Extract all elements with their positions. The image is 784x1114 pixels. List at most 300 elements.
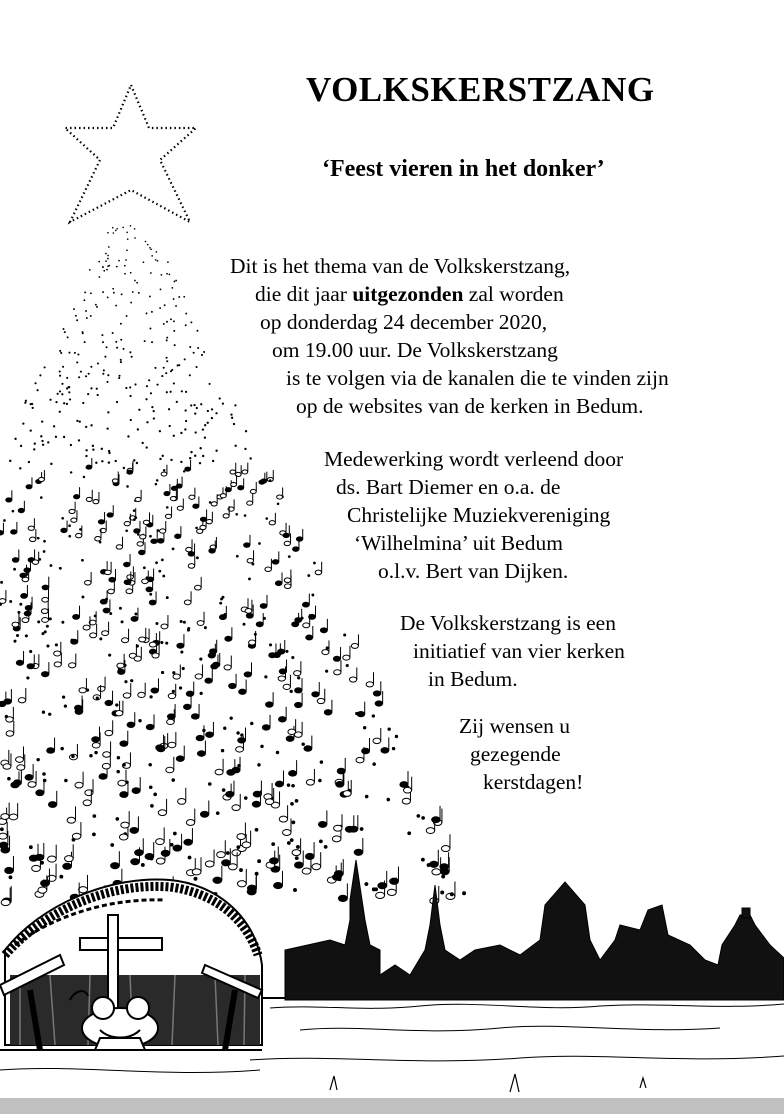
music-note-icon [244,662,251,677]
note-dot [156,384,158,386]
music-note-icon [206,722,214,737]
note-dot [41,421,43,423]
town-skyline-illustration [285,860,784,1000]
text-line: Medewerking wordt verleend door [324,447,624,471]
note-dot [42,444,44,446]
note-dot [172,690,175,693]
music-note-icon [11,522,17,534]
music-note-icon [250,482,256,494]
note-dot [165,642,168,645]
music-note-icon [72,822,80,839]
music-note-icon [351,634,358,648]
note-dot [90,387,92,389]
note-dot [59,350,61,352]
note-dot [95,304,97,306]
music-note-icon [266,692,274,707]
note-dot [196,504,199,507]
note-dot [81,596,84,599]
music-note-icon [6,490,12,502]
star-icon [65,85,196,222]
note-dot [184,358,186,360]
note-dot [155,259,157,261]
note-dot [124,680,127,683]
note-dot [450,892,454,896]
note-dot [166,357,168,359]
music-note-icon [211,494,217,506]
note-dot [190,404,192,406]
note-dot [173,382,175,384]
note-dot [271,842,275,846]
note-dot [196,330,198,332]
note-dot [61,393,63,395]
note-dot [62,695,65,698]
music-note-icon [48,791,56,808]
note-dot [180,432,182,434]
note-dot [118,375,120,377]
note-dot [0,581,3,584]
note-dot [32,407,34,409]
note-dot [222,788,226,792]
music-note-icon [284,569,291,582]
note-dot [160,288,162,290]
note-dot [129,351,131,353]
music-note-icon [430,850,439,868]
note-dot [134,612,137,615]
music-note-icon [158,799,166,816]
note-dot [76,420,78,422]
note-dot [313,562,316,565]
note-dot [136,462,138,464]
note-dot [183,296,185,298]
note-dot [7,777,11,781]
note-dot [179,686,182,689]
music-note-icon [0,523,3,535]
note-dot [47,441,49,443]
note-dot [64,704,67,707]
note-dot [88,373,90,375]
note-dot [36,758,39,761]
note-dot [107,265,109,267]
note-dot [194,877,198,881]
music-note-icon [338,883,347,901]
note-dot [116,266,118,268]
note-dot [235,513,238,516]
note-dot [108,461,110,463]
music-note-icon [71,630,78,644]
note-dot [168,273,170,275]
note-dot [115,341,117,343]
note-dot [170,318,172,320]
note-dot [59,390,61,392]
note-dot [155,622,158,625]
note-dot [29,650,32,653]
note-dot [70,444,72,446]
note-dot [132,291,134,293]
note-dot [145,312,147,314]
note-dot [158,570,161,573]
music-note-icon [103,742,111,758]
note-dot [177,364,179,366]
music-note-icon [151,531,157,543]
music-note-icon [9,803,17,820]
note-dot [196,556,199,559]
note-dot [265,517,268,520]
note-dot [182,667,185,670]
subtitle: ‘Feest vieren in het donker’ [322,156,605,182]
note-dot [159,307,161,309]
music-note-icon [279,707,287,722]
note-dot [144,340,146,342]
music-note-icon [334,660,341,674]
note-dot [392,747,395,750]
note-dot [77,353,79,355]
note-dot [97,363,99,365]
note-dot [63,436,65,438]
note-dot [209,383,211,385]
note-dot [277,502,280,505]
note-dot [9,875,13,879]
music-note-icon [139,628,146,642]
note-dot [13,568,16,571]
music-note-icon [357,702,365,717]
note-dot [141,442,143,444]
music-note-icon [175,526,181,538]
music-note-icon [122,629,129,643]
note-dot [102,341,104,343]
note-dot [326,646,329,649]
text-line: initiatief van vier kerken [413,639,625,663]
note-dot [68,391,70,393]
note-dot [127,435,129,437]
note-dot [79,420,81,422]
note-dot [440,890,444,894]
music-note-icon [296,529,302,541]
note-dot [293,888,297,892]
music-note-icon [206,512,212,524]
music-note-icon [186,809,194,826]
note-dot [153,410,155,412]
music-note-icon [86,490,92,502]
note-dot [180,620,183,623]
note-dot [136,282,138,284]
note-dot [211,408,213,410]
music-note-icon [213,866,222,884]
note-dot [159,430,161,432]
note-dot [255,828,259,832]
note-dot [250,722,253,725]
note-dot [124,273,126,275]
note-dot [96,306,98,308]
music-note-icon [245,600,252,614]
note-dot [195,527,198,530]
note-dot [55,436,57,438]
music-note-icon [21,585,28,598]
note-dot [0,827,4,831]
music-note-icon [349,668,356,683]
music-note-icon [165,507,171,519]
note-dot [37,537,40,540]
note-dot [125,259,127,261]
note-dot [85,310,87,312]
note-dot [199,447,201,449]
note-dot [59,567,62,570]
note-dot [90,315,92,317]
note-dot [304,602,307,605]
note-dot [129,395,131,397]
music-note-icon [304,736,312,752]
note-dot [156,479,159,482]
note-dot [207,410,209,412]
note-dot [150,248,152,250]
note-dot [41,632,44,635]
note-dot [208,782,212,786]
note-dot [92,814,96,818]
note-dot [138,409,140,411]
note-dot [176,401,178,403]
music-note-icon [305,842,314,859]
note-dot [131,356,133,358]
music-note-icon [5,856,14,874]
note-dot [180,650,183,653]
note-dot [170,391,172,393]
note-dot [245,430,247,432]
note-dot [113,292,115,294]
note-dot [33,448,35,450]
note-dot [66,377,68,379]
text-line: in Bedum. [428,667,518,691]
note-dot [161,559,164,562]
note-dot [193,352,195,354]
note-dot [97,394,99,396]
note-dot [386,798,390,802]
note-dot [149,785,153,789]
music-note-icon [264,783,272,799]
note-dot [105,253,107,255]
note-dot [193,404,195,406]
music-note-icon [260,595,267,608]
music-note-icon [333,647,340,661]
note-dot [53,425,55,427]
note-dot [163,469,165,471]
note-dot [71,755,74,758]
note-dot [102,266,104,268]
music-note-icon [381,737,389,753]
note-dot [288,555,291,558]
note-dot [204,424,206,426]
note-dot [216,811,220,815]
note-dot [166,391,168,393]
music-note-icon [229,674,236,689]
note-dot [64,779,68,783]
music-note-icon [274,871,283,889]
music-note-icon [42,589,49,602]
note-dot [160,641,163,644]
note-dot [146,385,148,387]
note-dot [84,292,86,294]
note-dot [106,427,108,429]
music-note-icon [432,806,440,823]
music-note-icon [86,458,92,469]
text-line: om 19.00 uur. De Volkskerstzang [272,338,558,362]
music-note-icon [441,834,450,851]
music-note-icon [196,725,204,741]
music-note-icon [105,562,112,575]
note-dot [290,690,293,693]
note-dot [290,838,294,842]
note-dot [301,742,304,745]
note-dot [92,448,94,450]
note-dot [26,676,29,679]
note-dot [116,770,120,774]
note-dot [34,442,36,444]
note-dot [49,617,52,620]
note-dot [183,621,186,624]
note-dot [138,292,140,294]
note-dot [126,315,128,317]
music-note-icon [315,562,322,575]
note-dot [157,260,159,262]
music-note-icon [270,846,279,863]
note-dot [95,462,97,464]
note-dot [215,450,217,452]
note-dot [234,445,236,447]
text-line: op donderdag 24 december 2020, [260,310,548,334]
music-note-icon [98,677,105,692]
note-dot [295,856,299,860]
note-dot [126,232,128,234]
note-dot [173,298,175,300]
note-dot [129,386,131,388]
note-dot [3,519,6,522]
music-note-icon [1,888,10,906]
music-note-icon [73,606,80,620]
note-dot [173,320,175,322]
music-note-icon [111,851,120,869]
note-dot [68,535,71,538]
music-note-icon [318,810,326,827]
note-dot [14,438,16,440]
note-dot [149,327,151,329]
note-dot [154,367,156,369]
music-note-icon [0,590,6,603]
note-dot [161,274,163,276]
note-dot [219,397,221,399]
note-dot [96,696,99,699]
music-note-icon [79,678,86,693]
text-span: die dit jaar [255,282,353,306]
note-dot [64,331,66,333]
note-dot [201,354,203,356]
note-dot [121,293,123,295]
note-dot [104,356,106,358]
note-dot [149,296,151,298]
music-note-icon [178,788,186,805]
music-note-icon [200,800,208,817]
note-dot [112,288,114,290]
note-dot [61,517,64,520]
note-dot [122,227,124,229]
text-line: gezegende [470,742,561,766]
note-dot [70,471,72,473]
note-dot [16,634,19,637]
note-dot [105,260,107,262]
note-dot [173,832,177,836]
music-note-icon [195,577,202,590]
note-dot [109,612,112,615]
note-dot [153,793,157,797]
music-note-icon [124,514,130,526]
note-dot [159,458,161,460]
note-dot [28,461,30,463]
music-note-icon [1,803,9,820]
music-note-icon [230,463,236,474]
note-dot [187,627,190,630]
note-dot [13,640,16,643]
music-note-icon [164,484,170,496]
note-dot [171,778,175,782]
music-note-icon [16,746,24,762]
note-dot [148,379,150,381]
note-dot [234,404,236,406]
music-note-icon [134,521,140,533]
music-note-icon [188,555,195,568]
note-dot [184,428,186,430]
note-dot [106,346,108,348]
music-note-icon [343,646,350,660]
note-dot [185,324,187,326]
note-dot [150,272,152,274]
music-note-icon [36,779,44,795]
note-dot [200,403,202,405]
music-note-icon [226,781,234,797]
note-dot [287,841,291,845]
music-note-icon [27,654,34,668]
music-note-icon [177,634,184,648]
text-line: ds. Bart Diemer en o.a. de [336,475,561,499]
music-note-icon [275,573,282,586]
note-dot [211,417,213,419]
note-dot [41,440,43,442]
note-dot [60,747,63,750]
note-dot [76,319,78,321]
music-note-icon [334,814,342,831]
note-dot [257,859,261,863]
music-note-icon [200,509,206,521]
note-dot [166,339,168,341]
music-note-icon [156,827,165,844]
music-note-icon [102,622,109,636]
music-note-icon [16,651,23,665]
note-dot [167,261,169,263]
note-dot [89,754,92,757]
music-note-icon [320,619,327,633]
note-dot [239,868,243,872]
note-dot [226,851,230,855]
note-dot [17,611,20,614]
note-dot [150,804,154,808]
note-dot [194,455,196,457]
note-dot [287,783,291,787]
note-dot [115,460,117,462]
note-dot [145,398,147,400]
note-dot [130,225,132,227]
music-note-icon [275,771,283,787]
note-dot [40,496,43,499]
note-dot [22,422,24,424]
note-dot [204,437,206,439]
note-dot [233,423,235,425]
note-dot [166,337,168,339]
